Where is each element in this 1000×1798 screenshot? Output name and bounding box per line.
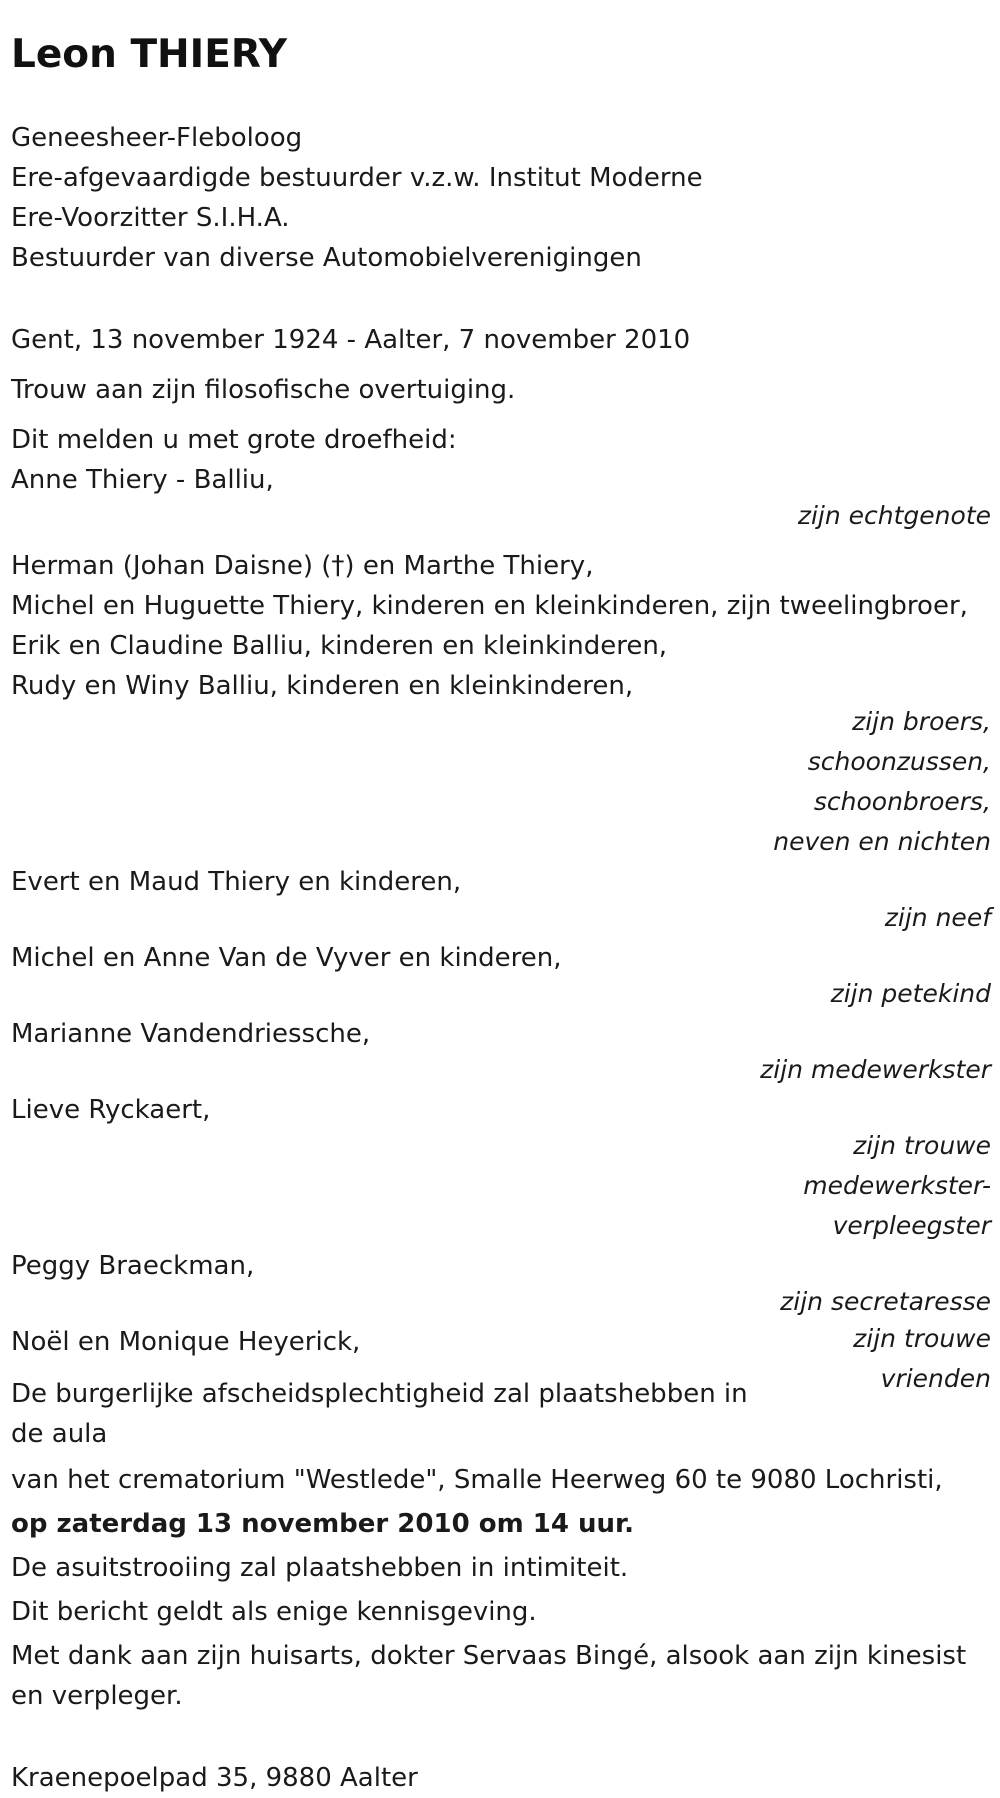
mourner-relation: zijn broers, (852, 707, 991, 736)
professional-titles (11, 118, 1000, 278)
conviction-text: Trouw aan zijn filosofische overtuiging. (11, 375, 516, 405)
deceased-name: Leon THIERY (11, 32, 287, 77)
mourner-relation: verpleegster (832, 1211, 991, 1240)
mourner-relation: zijn neef (884, 903, 991, 932)
mourner-relation: schoonbroers, (813, 787, 991, 816)
mourner-relation: vrienden (880, 1364, 991, 1393)
title-line: Ere-Voorzitter S.I.H.A. (11, 203, 290, 233)
scattering-text: De asuitstrooiing zal plaatshebben in intimiteit. (11, 1553, 629, 1583)
mourner-name: Rudy en Winy Balliu, kinderen en kleinkinderen, (11, 671, 634, 701)
title-line: Geneesheer-Fleboloog (11, 123, 303, 153)
title-line: Ere-afgevaardigde bestuurder v.z.w. Institut Moderne (11, 163, 703, 193)
mourner-name: Michel en Huguette Thiery, kinderen en kleinkinderen, zijn tweelingbroer, (11, 591, 968, 621)
mourners-intro: Dit melden u met grote droefheid: (11, 425, 457, 455)
mourner-name: Herman (Johan Daisne) (†) en Marthe Thiery, (11, 551, 594, 581)
mourner-relation: zijn trouwe (853, 1131, 991, 1160)
ceremony-datetime: op zaterdag 13 november 2010 om 14 uur. (11, 1509, 634, 1539)
mourner-name: Anne Thiery - Balliu, (11, 465, 274, 495)
mourner-name: Noël en Monique Heyerick, (11, 1327, 361, 1357)
mourner-name: Erik en Claudine Balliu, kinderen en kleinkinderen, (11, 631, 668, 661)
mourner-name: Marianne Vandendriessche, (11, 1019, 371, 1049)
mourner-name: Michel en Anne Van de Vyver en kinderen, (11, 943, 562, 973)
mourners-section (11, 420, 1000, 1362)
mourner-relation: zijn petekind (830, 979, 991, 1008)
title-line: Bestuurder van diverse Automobielverenigingen (11, 243, 642, 273)
mourner-relation: neven en nichten (773, 827, 991, 856)
friends-relation (853, 1319, 991, 1399)
home-address: Kraenepoelpad 35, 9880 Aalter (11, 1763, 418, 1793)
mourner-relation: schoonzussen, (807, 747, 991, 776)
life-dates: Gent, 13 november 1924 - Aalter, 7 november 2010 (11, 325, 691, 355)
notice-text: Dit bericht geldt als enige kennisgeving. (11, 1597, 537, 1627)
thanks-text: Met dank aan zijn huisarts, dokter Servaas Bingé, alsook aan zijn kinesist en verpleger. (11, 1641, 967, 1711)
mourner-name: Evert en Maud Thiery en kinderen, (11, 867, 462, 897)
mourner-relation: medewerkster- (803, 1171, 991, 1200)
mourner-name: Lieve Ryckaert, (11, 1095, 211, 1125)
ceremony-location: De burgerlijke afscheidsplechtigheid zal plaatshebben in de aula (11, 1379, 748, 1449)
mourner-name: Peggy Braeckman, (11, 1251, 255, 1281)
mourner-relation: zijn medewerkster (760, 1055, 991, 1084)
mourner-relation: zijn secretaresse (780, 1287, 991, 1316)
ceremony-address: van het crematorium "Westlede", Smalle Heerweg 60 te 9080 Lochristi, (11, 1465, 943, 1495)
mourner-relation: zijn trouwe (853, 1324, 991, 1353)
mourner-relation: zijn echtgenote (797, 501, 991, 530)
